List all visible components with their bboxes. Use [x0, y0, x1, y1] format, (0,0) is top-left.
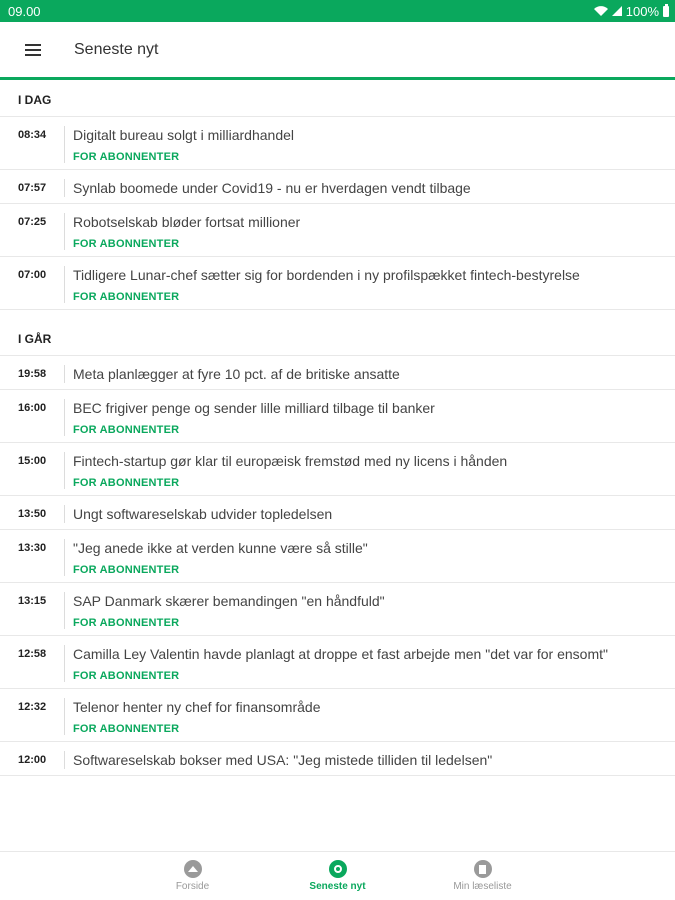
subscriber-badge: FOR ABONNENTER — [73, 151, 180, 163]
news-item-body — [64, 213, 675, 250]
news-item-time: 15:00 — [18, 455, 47, 467]
section-header: I DAG — [0, 83, 675, 117]
wifi-icon — [594, 6, 608, 16]
news-item[interactable] — [0, 170, 675, 204]
status-time: 09.00 — [8, 3, 41, 19]
news-item-body — [64, 539, 675, 576]
news-item-time: 08:34 — [18, 129, 47, 141]
news-item-title: Ungt softwareselskab udvider topledelsen — [73, 506, 333, 522]
news-item-body — [64, 365, 675, 383]
news-item[interactable] — [0, 356, 675, 390]
battery-icon — [663, 6, 669, 17]
news-item-title: Camilla Ley Valentin havde planlagt at droppe et fast arbejde men "det var for ensomt" — [73, 646, 608, 662]
news-item-body — [64, 126, 675, 163]
nav-item-min-laeseliste[interactable] — [423, 860, 543, 892]
news-item[interactable] — [0, 257, 675, 310]
hamburger-icon — [25, 44, 41, 56]
home-icon — [184, 860, 202, 878]
news-item[interactable] — [0, 583, 675, 636]
news-item-body — [64, 179, 675, 197]
nav-label: Forside — [175, 881, 210, 892]
news-item-time: 13:30 — [18, 542, 47, 554]
news-item-body — [64, 592, 675, 629]
news-item-time: 12:32 — [18, 701, 47, 713]
news-item[interactable] — [0, 117, 675, 170]
news-item[interactable] — [0, 443, 675, 496]
news-item-title: Meta planlægger at fyre 10 pct. af de britiske ansatte — [73, 366, 400, 382]
subscriber-badge: FOR ABONNENTER — [73, 670, 180, 682]
battery-percent: 100% — [625, 3, 659, 19]
news-item-time: 07:25 — [18, 216, 47, 228]
bottom-navigation — [0, 851, 675, 900]
news-item-body — [64, 645, 675, 682]
signal-icon — [612, 6, 622, 16]
app-bar — [0, 22, 675, 80]
latest-news-icon — [329, 860, 347, 878]
subscriber-badge: FOR ABONNENTER — [73, 723, 180, 735]
news-item-time: 07:00 — [18, 269, 47, 281]
nav-item-seneste-nyt[interactable] — [278, 860, 398, 892]
subscriber-badge: FOR ABONNENTER — [73, 564, 180, 576]
news-item-title: Synlab boomede under Covid19 - nu er hverdagen vendt tilbage — [73, 180, 471, 196]
news-item-body — [64, 751, 675, 769]
news-item-time: 16:00 — [18, 402, 47, 414]
news-item-time: 19:58 — [18, 368, 47, 380]
subscriber-badge: FOR ABONNENTER — [73, 424, 180, 436]
section-spacer — [0, 310, 675, 322]
news-item[interactable] — [0, 689, 675, 742]
news-item-body — [64, 399, 675, 436]
nav-item-forside[interactable] — [133, 860, 253, 892]
news-item[interactable] — [0, 636, 675, 689]
news-item-title: Tidligere Lunar-chef sætter sig for bordenden i ny profilspækket fintech-bestyrelse — [73, 267, 580, 283]
news-item-time: 12:00 — [18, 754, 47, 766]
news-item-time: 12:58 — [18, 648, 47, 660]
page-title: Seneste nyt — [74, 40, 159, 58]
news-item-time: 13:50 — [18, 508, 47, 520]
nav-label: Seneste nyt — [309, 881, 366, 892]
news-item-title: SAP Danmark skærer bemandingen "en håndfuld" — [73, 593, 385, 609]
subscriber-badge: FOR ABONNENTER — [73, 617, 180, 629]
news-list[interactable] — [0, 83, 675, 851]
subscriber-badge: FOR ABONNENTER — [73, 238, 180, 250]
status-bar — [0, 0, 675, 22]
news-item-body — [64, 452, 675, 489]
menu-button[interactable] — [0, 21, 66, 79]
bookmark-icon — [474, 860, 492, 878]
news-item-title: Robotselskab bløder fortsat millioner — [73, 214, 301, 230]
news-item-title: BEC frigiver penge og sender lille milliard tilbage til banker — [73, 400, 435, 416]
news-item-time: 13:15 — [18, 595, 47, 607]
news-item[interactable] — [0, 742, 675, 776]
news-item-body — [64, 698, 675, 735]
nav-label: Min læseliste — [453, 881, 512, 892]
subscriber-badge: FOR ABONNENTER — [73, 477, 180, 489]
news-item-title: Softwareselskab bokser med USA: "Jeg mistede tilliden til ledelsen" — [73, 752, 493, 768]
news-item-title: "Jeg anede ikke at verden kunne være så stille" — [73, 540, 368, 556]
status-icons — [594, 4, 669, 19]
news-item[interactable] — [0, 390, 675, 443]
news-item[interactable] — [0, 204, 675, 257]
subscriber-badge: FOR ABONNENTER — [73, 291, 180, 303]
news-item-time: 07:57 — [18, 182, 47, 194]
news-item-title: Fintech-startup gør klar til europæisk fremstød med ny licens i hånden — [73, 453, 508, 469]
news-item-title: Telenor henter ny chef for finansområde — [73, 699, 321, 715]
section-header: I GÅR — [0, 322, 675, 356]
news-item[interactable] — [0, 496, 675, 530]
news-item-body — [64, 505, 675, 523]
news-item-title: Digitalt bureau solgt i milliardhandel — [73, 127, 295, 143]
news-item-body — [64, 266, 675, 303]
news-item[interactable] — [0, 530, 675, 583]
